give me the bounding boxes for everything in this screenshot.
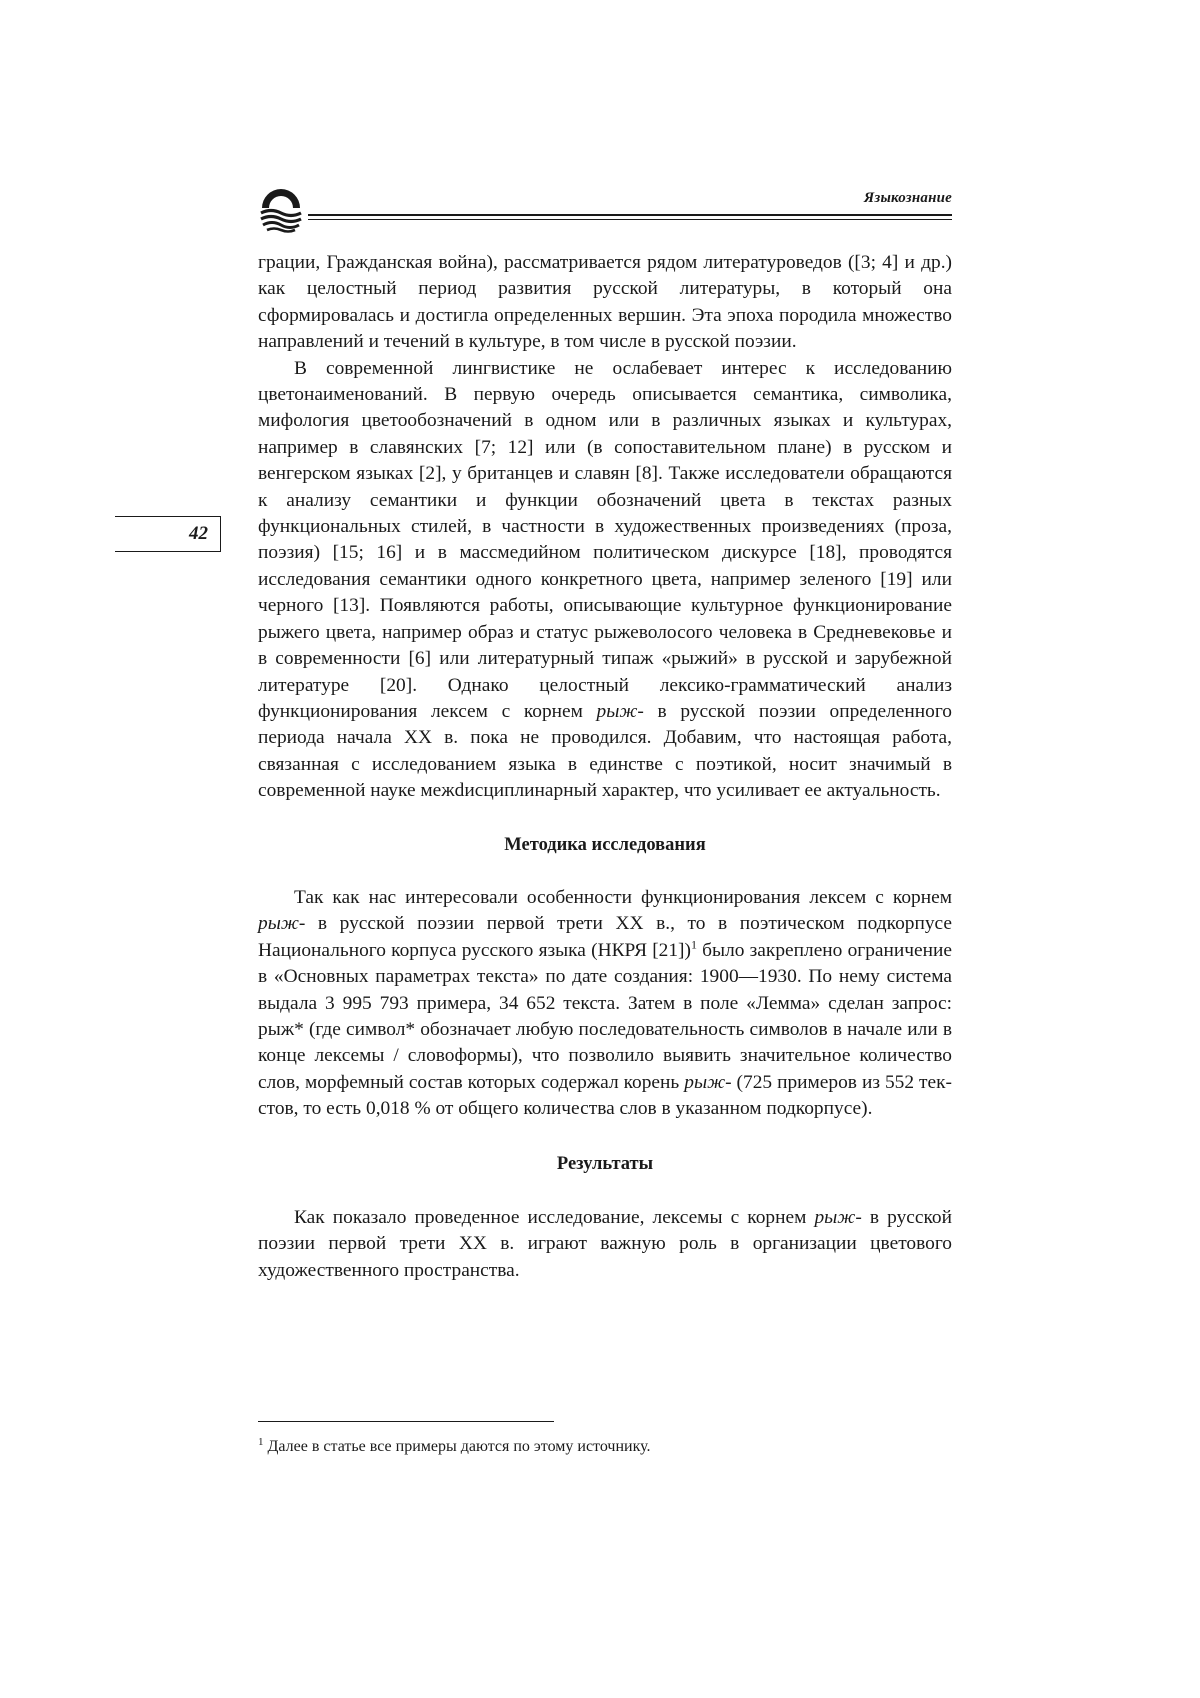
paragraph-3: Так как нас интересовали особенности функционирования лексем с корнем рыж- в русской поэзии первой трети XX в., то в поэтическом подкорпусе Национального корпуса русского языка (НКРЯ [21])$^1$ было закреплено ограничение в «Основных параметрах текста» по дате создания: 1900—1930. По нему система выдала 3 995 793 примера, 34 652 текста. Затем в поле «Лемма» сделан запрос: рыж* (где символ* обозначает любую последовательность символов в начале или в конце лексемы / словоформы), что позволило выявить значительное количество слов, морфемный состав которых содержал корень рыж- (725 примеров из 552 текстов, то есть 0,018 % от общего количества слов в указанном подкорпусе). xyxy=(258,886,952,1120)
term-ryzh: рыж- xyxy=(596,700,644,722)
article-body xyxy=(258,250,952,1284)
page-number-box xyxy=(115,516,221,552)
term-ryzh: рыж- xyxy=(814,1207,862,1228)
footnote-reference: 1 xyxy=(690,937,697,952)
footnote-mark: 1 xyxy=(258,1435,264,1448)
header-rule xyxy=(308,214,952,216)
section-heading-results: Результаты xyxy=(556,1153,654,1174)
header-rule-thin xyxy=(308,219,952,220)
term-ryzh: рыж- xyxy=(258,913,306,935)
section-name: Языкознание xyxy=(863,190,952,206)
paragraph-2: В современной лингвистике не ослабевает интерес к исследованию цветонаименований. В первую очередь описывается семантика, символика, мифология цветообозначений в одном или в различных языках и культурах, например в славянских [7; 12] или (в сопоставительном плане) в русском и венгерском языках [2], у британцев и славян [8]. Также исследователи обращаются к анализу семантики и функции обозначений цвета в текстах разных функциональных стилей, в частности в художественных произведениях (проза, поэзия) [15; 16] и в массмедийном политическом дискурсе [18], проводятся исследования семантики одного конкретного цвета, например зеленого [19] или черного [13]. Появляются работы, описывающие культурное функционирование рыжего цвета, например образ и статус рыжеволосого человека в Средневековье и в современности [6] или литературный типаж «рыжий» в русской и зарубежной литературе [20]. Однако целостный лексико-грамматический анализ функционирования лексем с корнем рыж- в русской поэзии определенного периода начала XX в. пока не проводился. Добавим, что настоящая работа, связанная с исследованием языка в единстве с поэтикой, носит значимый в современной науке межdисциплинарный характер, что усиливает ее актуальность. xyxy=(258,357,952,802)
paragraph-4: Как показало проведенное исследование, лексемы с корнем рыж- в русской поэзии первой трети XX в. играют важную роль в организации цветового художественного пространства. xyxy=(258,1207,952,1281)
footnote-divider xyxy=(258,1421,554,1422)
term-ryzh: рыж- xyxy=(684,1071,732,1093)
paragraph-1: грации, Гражданская война), рассматривается рядом литературоведов ([3; 4] и др.) как целостный период развития русской литературы, в который она сформировалась и достигла определенных вершин. Эта эпоха породила множество направлений и течений в культуре, в том числе в русской поэзии. xyxy=(258,252,952,353)
journal-logo-icon xyxy=(258,188,304,234)
section-heading-method: Методика исследования xyxy=(504,834,706,855)
footnote-text: Далее в статье все примеры даются по этому источнику. xyxy=(267,1438,651,1455)
page-number: 42 xyxy=(189,523,208,544)
footnote xyxy=(258,1437,952,1457)
running-header xyxy=(258,188,952,238)
